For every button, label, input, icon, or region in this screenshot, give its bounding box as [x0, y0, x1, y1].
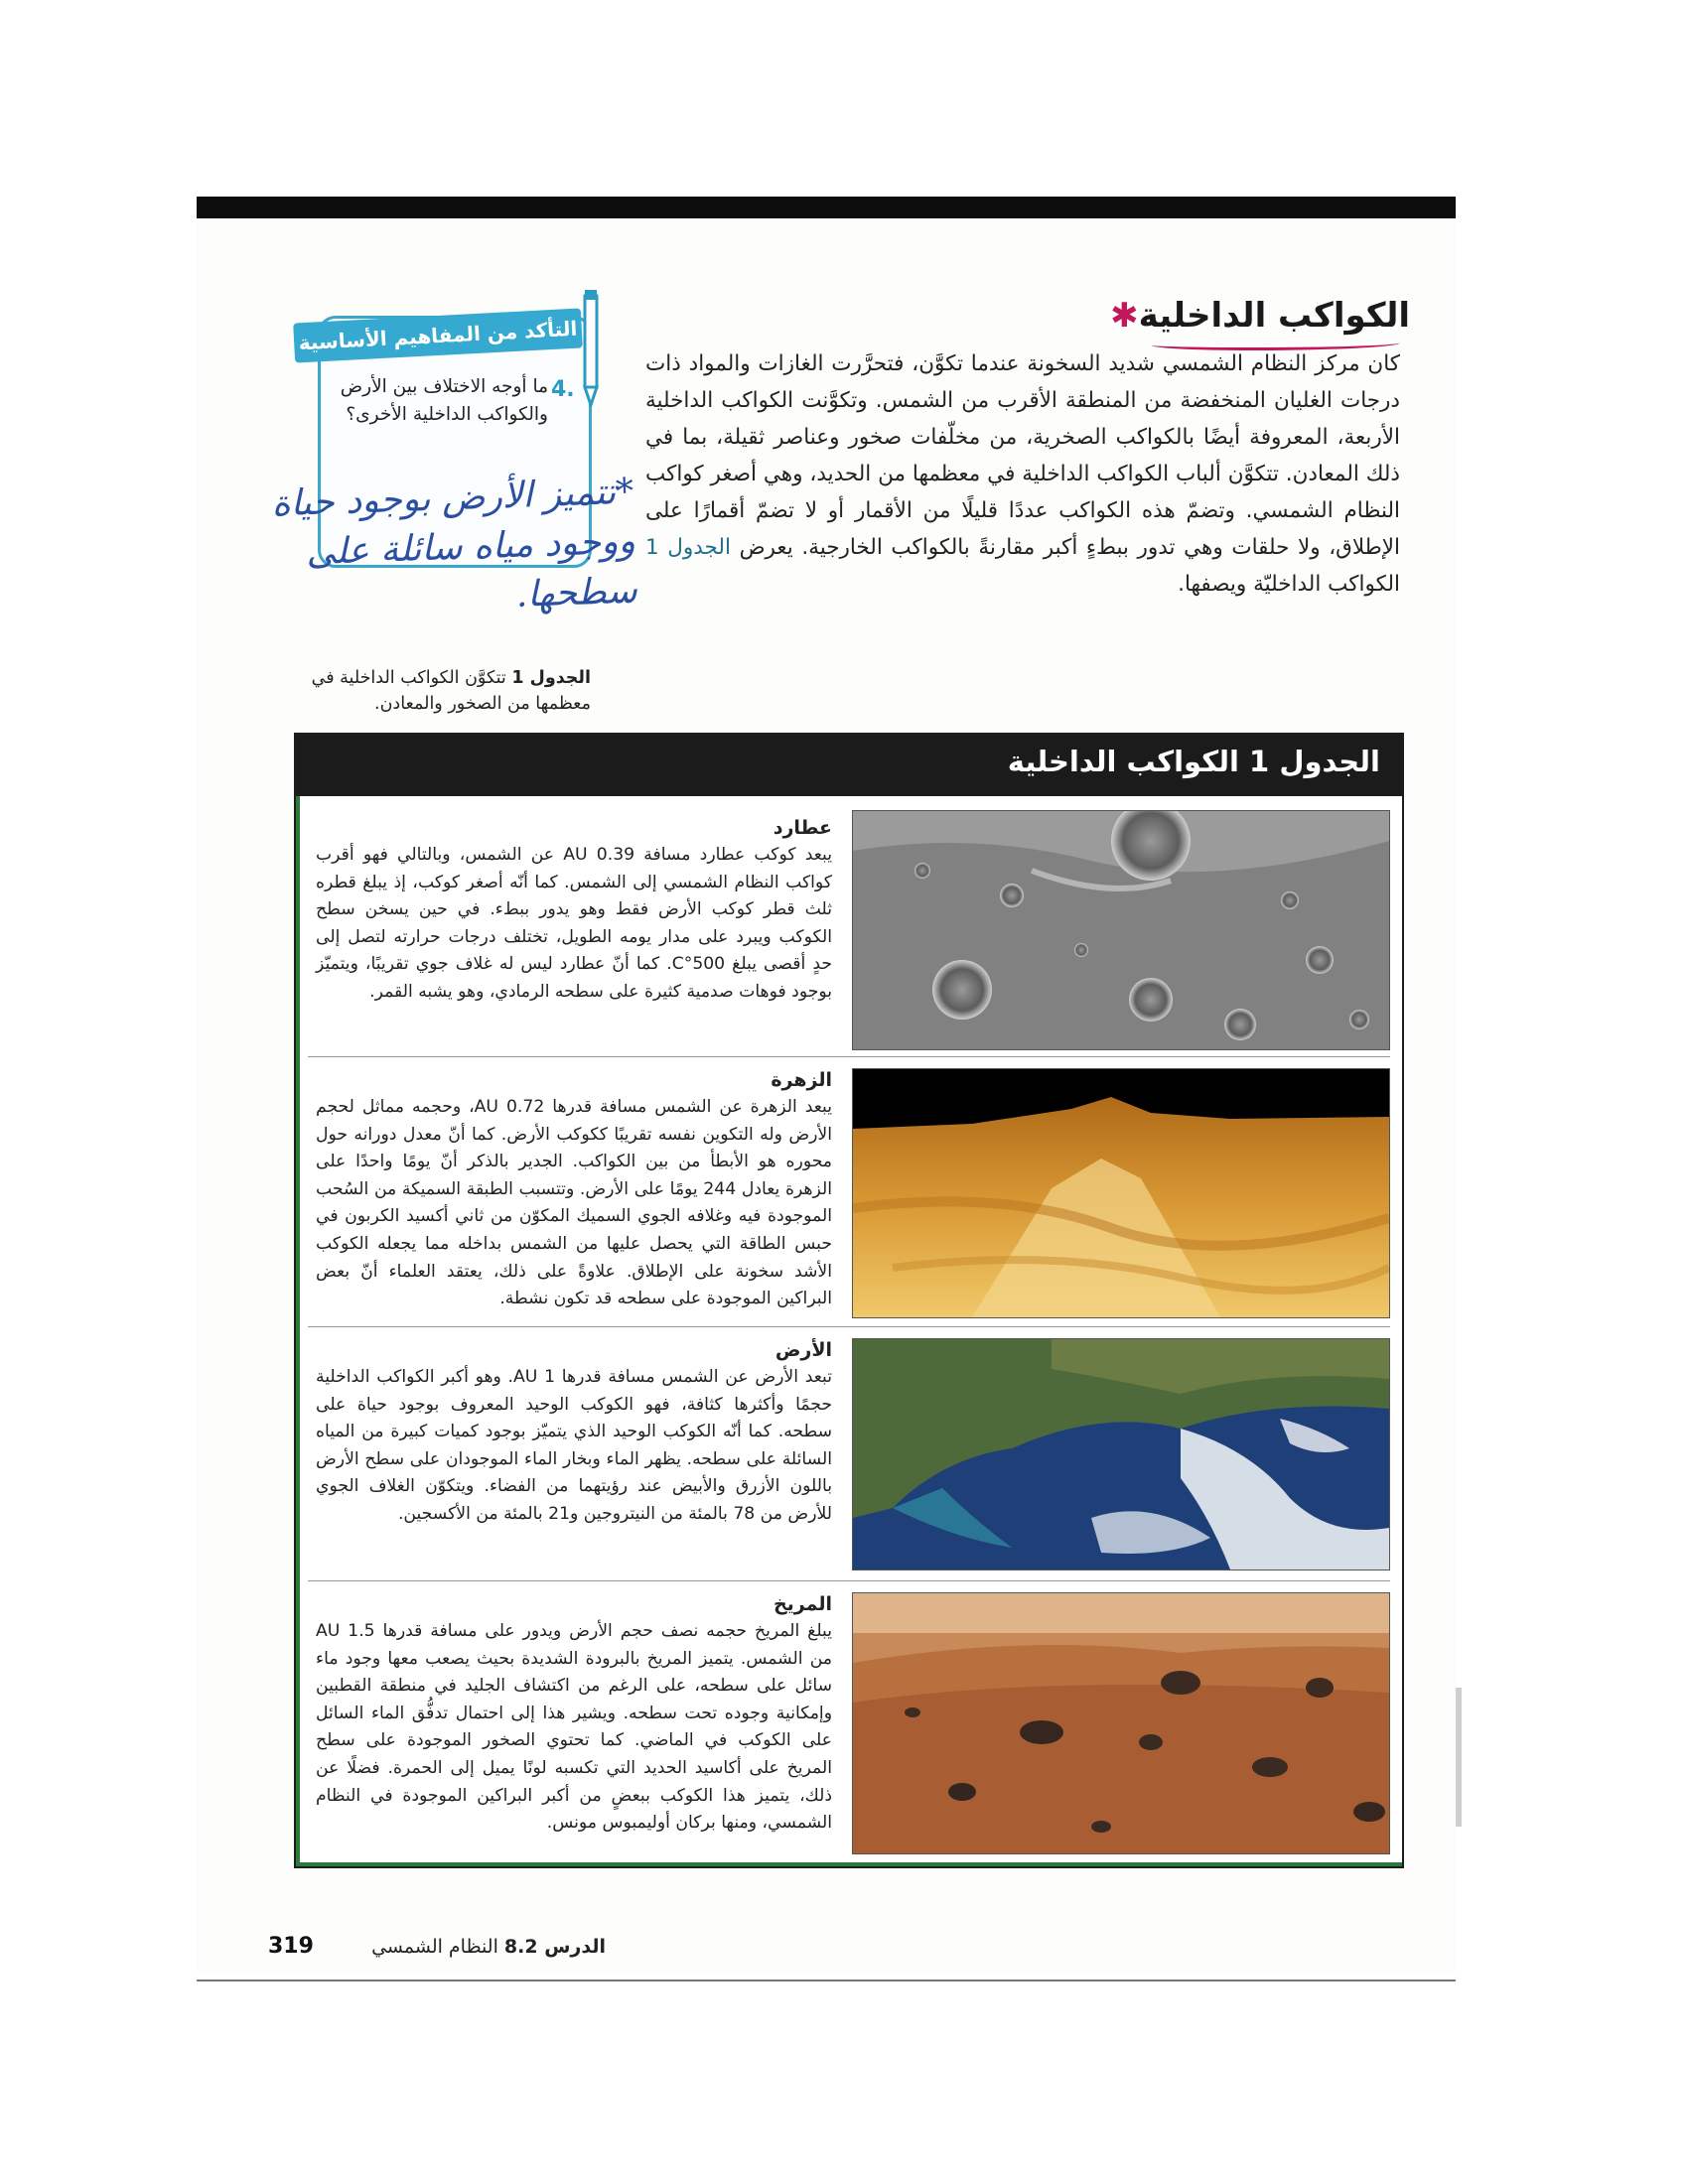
table-reference-link[interactable]: الجدول 1 — [645, 535, 731, 560]
caption-label: الجدول 1 — [511, 668, 591, 688]
heading-text: الكواكب الداخلية — [1138, 296, 1410, 336]
lesson-title: النظام الشمسي — [371, 1936, 498, 1958]
intro-paragraph — [645, 345, 1400, 603]
footer-rule — [197, 1979, 1456, 1981]
venus-image — [852, 1068, 1390, 1318]
planet-name: الزهرة — [771, 1069, 832, 1091]
pencil-icon — [578, 288, 604, 411]
top-rule — [197, 197, 1456, 218]
question-text: ما أوجه الاختلاف بين الأرض والكواكب الداخلية الأخرى؟ — [340, 376, 548, 425]
table-accent-bar — [296, 796, 300, 1866]
mars-image — [852, 1592, 1390, 1854]
section-heading — [1033, 296, 1410, 336]
table-row-earth — [316, 1336, 832, 1529]
table-caption — [293, 665, 591, 717]
planet-name: الأرض — [774, 1339, 832, 1361]
lesson-label: الدرس 8.2 — [503, 1936, 606, 1958]
inner-planets-table — [294, 733, 1404, 1868]
planet-name: عطارد — [773, 817, 832, 839]
scan-edge-mark — [1456, 1688, 1462, 1827]
table-title: الجدول 1 الكواكب الداخلية — [1007, 745, 1380, 778]
row-divider — [308, 1056, 1390, 1057]
table-header — [296, 735, 1402, 796]
row-divider — [308, 1326, 1390, 1327]
table-row-mars — [316, 1590, 832, 1838]
row-divider — [308, 1580, 1390, 1581]
planet-description: يبعد الزهرة عن الشمس مسافة قدرها 0.72 AU، وحجمه مماثل لحجم الأرض وله التكوين نفسه تقريبًا ككوكب الأرض. كما أنّ معدل دورانه حول محوره هو الأبطأ من بين الكواكب. الجدير بالذكر أنّ يومًا واحدًا على الزهرة يعادل 244 يومًا على الأرض. وتتسبب الطبقة السميكة من السُحب الموجودة فيه وغلافه الجوي السميك المكوّن من ثاني أكسيد الكربون في حبس الطاقة التي يحصل عليها من الشمس بداخله مما يجعله الكوكب الأشد سخونة على الإطلاق. علاوةً على ذلك، يعتقد العلماء أنّ بعض البراكين الموجودة على سطحه قد تكون نشطة. — [316, 1097, 832, 1309]
star-icon: ✱ — [1110, 296, 1139, 336]
concept-check-title: التأكد من المفاهيم الأساسية — [293, 308, 583, 362]
table-row-mercury — [316, 814, 832, 1007]
table-row-venus — [316, 1066, 832, 1313]
intro-text: كان مركز النظام الشمسي شديد السخونة عندما تكوَّن، فتحرَّرت الغازات والمواد ذات درجات الغليان المنخفضة من المنطقة الأقرب من الشمس. وتكوَّنت الكواكب الداخلية الأربعة، المعروفة أيضًا بالكواكب الصخرية، من مخلّفات صخور وعناصر ثقيلة، بما في ذلك المعادن. تتكوَّن ألباب الكواكب الداخلية في معظمها من الحديد، وهي أصغر كواكب النظام الشمسي. وتضمّ هذه الكواكب عددًا قليلًا من الأقمار أو لا تضمّ أقمارًا على الإطلاق، ولا حلقات وهي تدور ببطءٍ أكبر مقارنةً بالكواكب الخارجية. يعرض — [645, 351, 1401, 560]
mercury-image — [852, 810, 1390, 1050]
footer-lesson — [348, 1936, 606, 1958]
caption-text: تتكوَّن الكواكب الداخلية في معظمها من الصخور والمعادن. — [311, 668, 591, 714]
planet-description: يبعد كوكب عطارد مسافة 0.39 AU عن الشمس، وبالتالي فهو أقرب كواكب النظام الشمسي إلى الشمس. كما أنّه أصغر كوكب، إذ يبلغ قطره ثلث قطر كوكب الأرض فقط وهو يدور ببطء. في حين يسخن سطح الكوكب ويبرد على مدار يومه الطويل، تختلف درجات حرارته لتصل إلى حدٍ أقصى يبلغ 500°C. كما أنّ عطارد ليس له غلاف جوي تقريبًا، ويتميّز بوجود فوهات صدمية كثيرة على سطحه الرمادي، وهو يشبه القمر. — [316, 845, 832, 1002]
handwritten-answer: *تتميز الأرض بوجود حياة ووجود مياه سائلة على سطحها. — [270, 471, 638, 615]
table-bottom-bar — [296, 1862, 1402, 1866]
question-number: 4. — [551, 377, 575, 402]
planet-description: يبلغ المريخ حجمه نصف حجم الأرض ويدور على مسافة قدرها 1.5 AU من الشمس. يتميز المريخ بالبرودة الشديدة بحيث يصعب معها وجود ماء سائل على سطحه، على الرغم من اكتشاف الجليد في منطقة القطبين وإمكانية وجوده تحت سطحه. ويشير هذا إلى احتمال تدفُّق الماء السائل على الكوكب في الماضي. كما تحتوي الصخور الموجودة على سطح المريخ على أكاسيد الحديد التي تكسبه لونًا يميل إلى الحمرة. فضلًا عن ذلك، يتميز هذا الكوكب ببعضٍ من أكبر البراكين الموجودة في النظام الشمسي، ومنها بركان أوليمبوس مونس. — [316, 1621, 832, 1834]
page-number: 319 — [268, 1934, 314, 1959]
planet-description: تبعد الأرض عن الشمس مسافة قدرها 1 AU. وهو أكبر الكواكب الداخلية حجمًا وأكثرها كثافة، فهو الكوكب الوحيد المعروف بوجود حياة على سطحه. كما أنّه الكوكب الوحيد الذي يتميّز بوجود كميات كبيرة من المياه السائلة على سطحه. يظهر الماء وبخار الماء الموجودان على سطح الأرض باللون الأزرق والأبيض عند رؤيتهما من الفضاء. ويتكوّن الغلاف الجوي للأرض من 78 بالمئة من النيتروجين و21 بالمئة من الأكسجين. — [316, 1367, 832, 1524]
intro-tail: الكواكب الداخليّة ويصفها. — [1178, 572, 1400, 597]
planet-name: المريخ — [773, 1593, 832, 1615]
earth-image — [852, 1338, 1390, 1570]
